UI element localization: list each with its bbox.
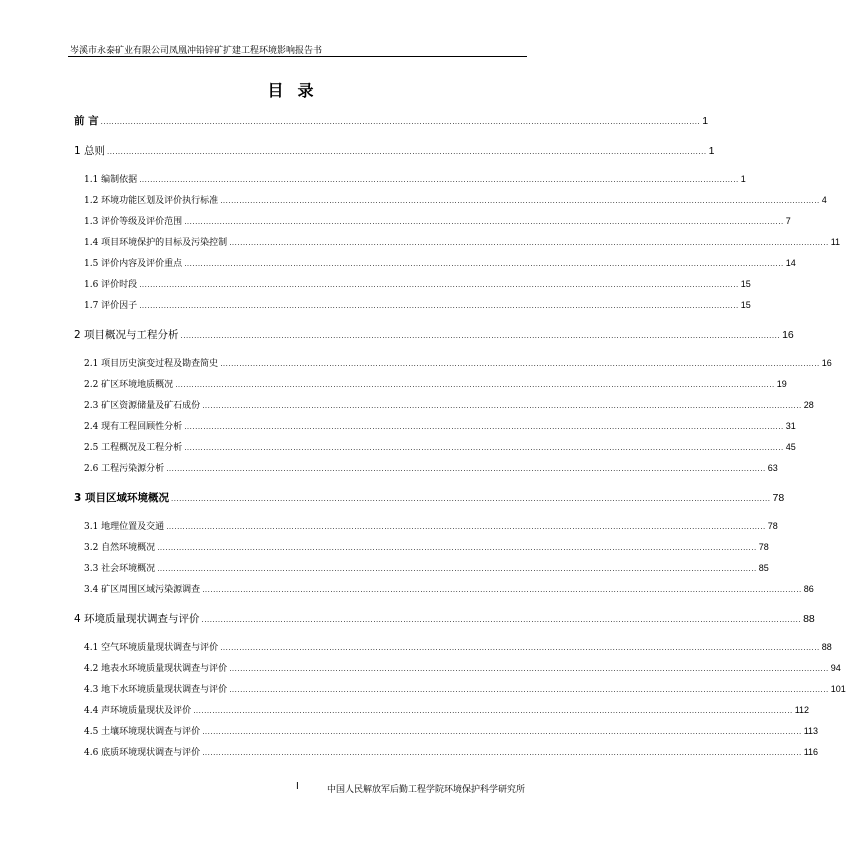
toc-page-number: 1 bbox=[740, 174, 746, 184]
toc-leader-dots: ............................................................................................................................................................................................................................ bbox=[139, 176, 739, 184]
toc-entry-label: 1.1 编制依据 bbox=[84, 175, 138, 185]
toc-section-entry[interactable] bbox=[84, 171, 746, 187]
toc-entry-label: 1.5 评价内容及评价重点 bbox=[84, 259, 183, 269]
toc-entry-label: 4.6 底质环境现状调查与评价 bbox=[84, 748, 201, 758]
toc-leader-dots: ............................................................................................................................................................................................................................ bbox=[220, 644, 820, 652]
toc-section-entry[interactable] bbox=[84, 660, 841, 676]
toc-page-number: 28 bbox=[803, 400, 814, 410]
toc-entry-label: 4.1 空气环境质量现状调查与评价 bbox=[84, 643, 219, 653]
toc-entry-label: 前 言 bbox=[74, 115, 99, 127]
toc-chapter-entry[interactable] bbox=[74, 143, 715, 159]
toc-leader-dots: ............................................................................................................................................................................................................................ bbox=[201, 616, 802, 624]
toc-section-entry[interactable] bbox=[84, 560, 769, 576]
toc-section-entry[interactable] bbox=[84, 723, 819, 739]
toc-page-number: 85 bbox=[758, 563, 769, 573]
toc-entry-label: 4.5 土壤环境现状调查与评价 bbox=[84, 727, 201, 737]
toc-page-number: 15 bbox=[740, 279, 751, 289]
toc-leader-dots: ............................................................................................................................................................................................................................ bbox=[184, 444, 784, 452]
toc-page-number: 19 bbox=[776, 379, 787, 389]
toc-leader-dots: ............................................................................................................................................................................................................................ bbox=[202, 402, 802, 410]
toc-entry-label: 4.3 地下水环境质量现状调查与评价 bbox=[84, 685, 228, 695]
toc-section-entry[interactable] bbox=[84, 460, 778, 476]
toc-entry-label: 1.7 评价因子 bbox=[84, 301, 138, 311]
toc-page-number: 63 bbox=[767, 463, 778, 473]
footer-page-number: I bbox=[296, 781, 299, 792]
toc-section-entry[interactable] bbox=[84, 681, 846, 697]
toc-leader-dots: ............................................................................................................................................................................................................................ bbox=[229, 686, 829, 694]
toc-entry-label: 2 项目概况与工程分析 bbox=[74, 329, 179, 341]
toc-page-number: 1 bbox=[702, 115, 709, 127]
toc-entry-label: 1.4 项目环境保护的目标及污染控制 bbox=[84, 238, 228, 248]
toc-leader-dots: ............................................................................................................................................................................................................................ bbox=[166, 465, 766, 473]
toc-section-entry[interactable] bbox=[84, 297, 751, 313]
toc-leader-dots: ............................................................................................................................................................................................................................ bbox=[202, 586, 802, 594]
toc-entry-label: 2.1 项目历史演变过程及勘查简史 bbox=[84, 359, 219, 369]
toc-entry-label: 2.2 矿区环境地质概况 bbox=[84, 380, 174, 390]
toc-page-number: 78 bbox=[758, 542, 769, 552]
toc-page-number: 113 bbox=[803, 726, 819, 736]
toc-section-entry[interactable] bbox=[84, 255, 796, 271]
toc-page-number: 86 bbox=[803, 584, 814, 594]
toc-entry-label: 1 总则 bbox=[74, 145, 106, 157]
toc-page-number: 88 bbox=[803, 613, 815, 625]
toc-section-entry[interactable] bbox=[84, 213, 791, 229]
toc-page-number: 78 bbox=[772, 492, 785, 504]
toc-leader-dots: ............................................................................................................................................................................................................................ bbox=[202, 728, 802, 736]
toc-entry-label: 2.6 工程污染源分析 bbox=[84, 464, 165, 474]
toc-chapter-entry[interactable] bbox=[74, 327, 794, 343]
toc-page-number: 112 bbox=[794, 705, 810, 715]
toc-page-number: 45 bbox=[785, 442, 796, 452]
toc-leader-dots: ............................................................................................................................................................................................................................ bbox=[139, 302, 739, 310]
toc-page-number: 7 bbox=[785, 216, 791, 226]
toc-page-number: 15 bbox=[740, 300, 751, 310]
toc-section-entry[interactable] bbox=[84, 234, 841, 250]
toc-entry-label: 1.2 环境功能区划及评价执行标准 bbox=[84, 196, 219, 206]
footer-organization: 中国人民解放军后勤工程学院环境保护科学研究所 bbox=[326, 785, 525, 795]
toc-chapter-entry[interactable] bbox=[74, 113, 709, 129]
toc-leader-dots: ............................................................................................................................................................................................................................ bbox=[202, 749, 802, 757]
toc-section-entry[interactable] bbox=[84, 192, 827, 208]
toc-leader-dots: ............................................................................................................................................................................................................................ bbox=[184, 218, 784, 226]
toc-leader-dots: ............................................................................................................................................................................................................................ bbox=[184, 260, 784, 268]
toc-section-entry[interactable] bbox=[84, 539, 769, 555]
toc-entry-label: 4.2 地表水环境质量现状调查与评价 bbox=[84, 664, 228, 674]
page-title: 目录 bbox=[267, 81, 328, 100]
toc-entry-label: 3.4 矿区周围区域污染源调查 bbox=[84, 585, 201, 595]
toc-leader-dots: ............................................................................................................................................................................................................................ bbox=[184, 423, 784, 431]
toc-page-number: 1 bbox=[708, 145, 715, 157]
toc-leader-dots: ............................................................................................................................................................................................................................ bbox=[157, 544, 757, 552]
toc-section-entry[interactable] bbox=[84, 397, 814, 413]
toc-section-entry[interactable] bbox=[84, 418, 796, 434]
toc-entry-label: 2.3 矿区资源储量及矿石成份 bbox=[84, 401, 201, 411]
toc-entry-label: 3.3 社会环境概况 bbox=[84, 564, 156, 574]
toc-entry-label: 3 项目区域环境概况 bbox=[74, 492, 169, 504]
toc-page-number: 101 bbox=[830, 684, 846, 694]
toc-page-number: 94 bbox=[830, 663, 841, 673]
toc-leader-dots: ............................................................................................................................................................................................................................ bbox=[157, 565, 757, 573]
toc-section-entry[interactable] bbox=[84, 702, 810, 718]
toc-entry-label: 3.2 自然环境概况 bbox=[84, 543, 156, 553]
toc-page-number: 78 bbox=[767, 521, 778, 531]
toc-leader-dots: ............................................................................................................................................................................................................................ bbox=[139, 281, 739, 289]
toc-chapter-entry[interactable] bbox=[74, 490, 785, 506]
toc-chapter-entry[interactable] bbox=[74, 611, 815, 627]
toc-section-entry[interactable] bbox=[84, 744, 819, 760]
toc-leader-dots: ............................................................................................................................................................................................................................ bbox=[166, 523, 766, 531]
toc-entry-label: 3.1 地理位置及交通 bbox=[84, 522, 165, 532]
toc-leader-dots: ............................................................................................................................................................................................................................ bbox=[107, 148, 707, 156]
toc-page-number: 4 bbox=[821, 195, 827, 205]
toc-entry-label: 4.4 声环境质量现状及评价 bbox=[84, 706, 192, 716]
toc-section-entry[interactable] bbox=[84, 518, 778, 534]
toc-leader-dots: ............................................................................................................................................................................................................................ bbox=[100, 118, 701, 126]
toc-section-entry[interactable] bbox=[84, 581, 814, 597]
toc-section-entry[interactable] bbox=[84, 355, 832, 371]
toc-entry-label: 2.5 工程概况及工程分析 bbox=[84, 443, 183, 453]
toc-entry-label: 1.6 评价时段 bbox=[84, 280, 138, 290]
toc-page-number: 16 bbox=[782, 329, 794, 341]
toc-leader-dots: ............................................................................................................................................................................................................................ bbox=[193, 707, 793, 715]
toc-leader-dots: ............................................................................................................................................................................................................................ bbox=[170, 495, 771, 503]
toc-leader-dots: ............................................................................................................................................................................................................................ bbox=[229, 239, 829, 247]
toc-leader-dots: ............................................................................................................................................................................................................................ bbox=[220, 197, 820, 205]
toc-entry-label: 2.4 现有工程回顾性分析 bbox=[84, 422, 183, 432]
toc-leader-dots: ............................................................................................................................................................................................................................ bbox=[180, 332, 781, 340]
toc-leader-dots: ............................................................................................................................................................................................................................ bbox=[175, 381, 775, 389]
toc-leader-dots: ............................................................................................................................................................................................................................ bbox=[229, 665, 829, 673]
toc-leader-dots: ............................................................................................................................................................................................................................ bbox=[220, 360, 820, 368]
toc-entry-label: 1.3 评价等级及评价范围 bbox=[84, 217, 183, 227]
header-divider bbox=[68, 56, 527, 57]
toc-page-number: 88 bbox=[821, 642, 832, 652]
toc-section-entry[interactable] bbox=[84, 439, 796, 455]
toc-page-number: 14 bbox=[785, 258, 796, 268]
toc-section-entry[interactable] bbox=[84, 276, 751, 292]
toc-page-number: 116 bbox=[803, 747, 819, 757]
toc-entry-label: 4 环境质量现状调查与评价 bbox=[74, 613, 200, 625]
running-header: 岑溪市永泰矿业有限公司凤凰冲铅锌矿扩建工程环境影响报告书 bbox=[70, 46, 323, 56]
toc-page-number: 31 bbox=[785, 421, 796, 431]
toc-section-entry[interactable] bbox=[84, 639, 832, 655]
toc-page-number: 11 bbox=[830, 237, 841, 247]
toc-page-number: 16 bbox=[821, 358, 832, 368]
toc-section-entry[interactable] bbox=[84, 376, 787, 392]
